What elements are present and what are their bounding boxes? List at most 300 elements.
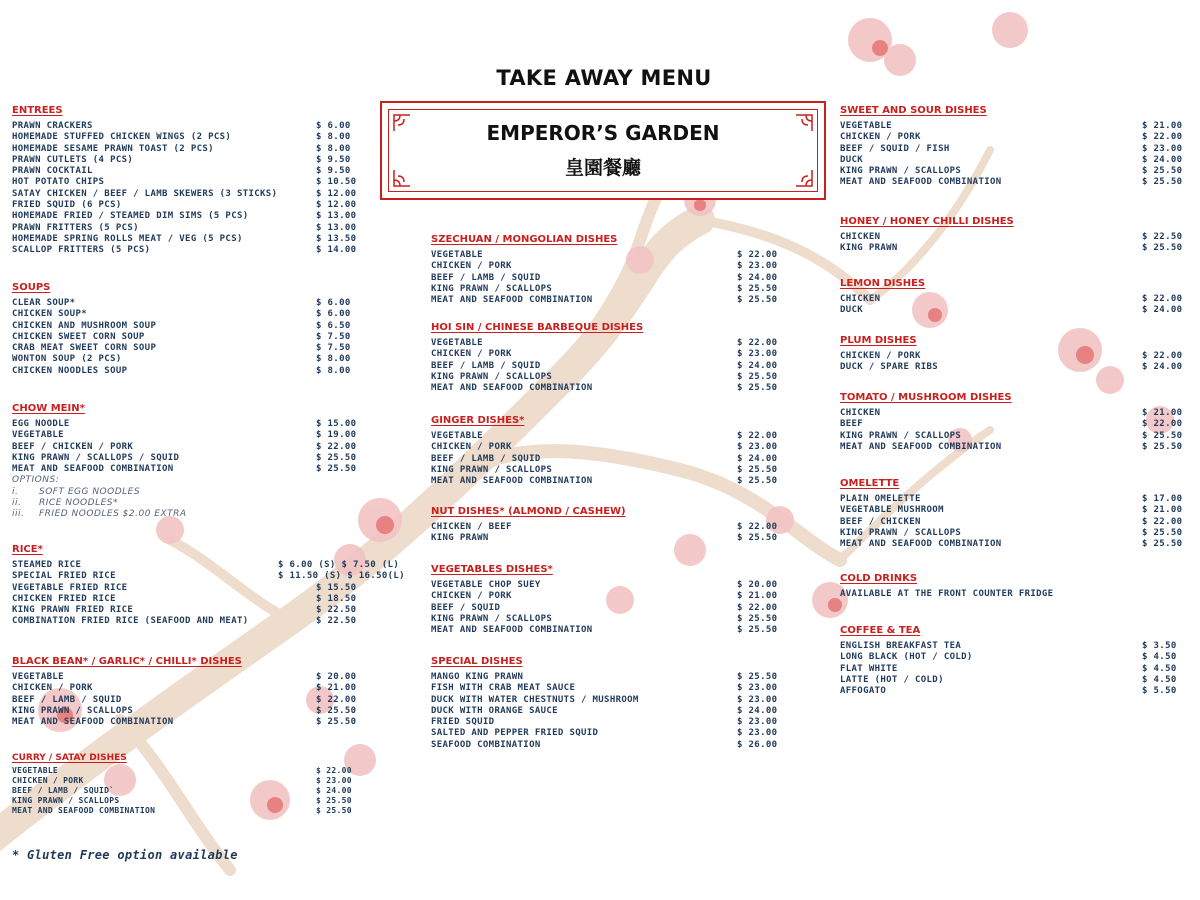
- menu-item-name: BEEF: [840, 419, 864, 430]
- menu-item-row: [840, 362, 1183, 373]
- menu-item-row: [12, 672, 357, 683]
- menu-item-name: MEAT AND SEAFOOD COMBINATION: [12, 806, 156, 815]
- menu-item-price: $ 21.00: [737, 591, 778, 602]
- menu-item-row: [12, 786, 352, 796]
- menu-item-row: [431, 464, 778, 476]
- menu-item-price: $ 15.50: [316, 582, 357, 593]
- menu-item-name: PRAWN FRITTERS (5 PCS): [12, 222, 139, 233]
- menu-item-row: [12, 222, 357, 234]
- menu-item-name: BEEF / LAMB / SQUID: [431, 360, 541, 371]
- menu-item-row: [12, 188, 357, 200]
- menu-item-row: [840, 121, 1183, 132]
- menu-item-row: [431, 383, 778, 394]
- menu-item-name: CHICKEN / PORK: [431, 349, 512, 360]
- menu-item-price: $ 22.00: [316, 766, 352, 775]
- menu-section-coffee-tea: [840, 624, 1177, 697]
- menu-item-row: [12, 132, 351, 143]
- menu-item-name: SALTED AND PEPPER FRIED SQUID: [431, 728, 599, 739]
- menu-item-price: $ 11.50 (S) $ 16.50(L): [278, 571, 405, 582]
- section-heading: SPECIAL DISHES: [431, 656, 523, 667]
- menu-item-name: COMBINATION FRIED RICE (SEAFOOD AND MEAT): [12, 616, 249, 627]
- restaurant-title-box: [380, 101, 826, 200]
- section-heading: BLACK BEAN* / GARLIC* / CHILLI* DISHES: [12, 656, 242, 667]
- menu-item-name: HOMEMADE SPRING ROLLS MEAT / VEG (5 PCS): [12, 233, 243, 244]
- menu-item-name: VEGETABLE: [12, 672, 64, 682]
- menu-item-price: $ 24.00: [737, 360, 778, 371]
- menu-item-row: [840, 294, 1183, 305]
- section-heading: LEMON DISHES: [840, 278, 926, 289]
- menu-item-name: MEAT AND SEAFOOD COMBINATION: [840, 441, 1002, 452]
- menu-section-entrees: [12, 104, 357, 257]
- menu-item-price: $ 12.00: [316, 200, 357, 211]
- menu-item-price: $ 4.50: [1142, 652, 1177, 663]
- menu-item-price: $ 23.00: [737, 349, 778, 360]
- menu-item-price: $ 23.00: [737, 728, 778, 739]
- menu-item-row: [431, 739, 778, 751]
- menu-item-price: $ 8.00: [316, 354, 351, 365]
- menu-item-row: [840, 154, 1183, 166]
- menu-section-special-dishes: [431, 655, 778, 751]
- menu-item-name: CHICKEN / PORK: [840, 351, 921, 361]
- restaurant-chinese-name: 皇園餐廳: [564, 157, 641, 179]
- menu-item-name: KING PRAWN / SCALLOPS: [431, 464, 553, 475]
- menu-item-row: [431, 349, 778, 360]
- menu-item-row: [12, 705, 357, 717]
- menu-item-row: [431, 453, 778, 465]
- menu-item-price: $ 8.00: [316, 132, 351, 143]
- menu-item-price: $ 25.50: [737, 533, 778, 544]
- menu-item-price: $ 22.00: [737, 431, 778, 441]
- gluten-free-note: * Gluten Free option available: [12, 848, 238, 862]
- menu-item-name: KING PRAWN / SCALLOPS: [840, 527, 962, 538]
- menu-item-name: MANGO KING PRAWN: [431, 672, 524, 682]
- menu-item-row: [840, 641, 1177, 652]
- menu-item-row: [431, 442, 778, 453]
- menu-item-price: $ 22.00: [1142, 132, 1183, 143]
- menu-item-name: KING PRAWN / SCALLOPS: [12, 796, 120, 805]
- menu-item-name: KING PRAWN / SCALLOPS: [840, 166, 962, 177]
- menu-item-row: [12, 464, 357, 475]
- menu-item-price: $ 23.00: [316, 776, 352, 785]
- section-info-text: AVAILABLE AT THE FRONT COUNTER FRIDGE: [840, 589, 1054, 599]
- menu-item-price: $ 6.00: [316, 298, 351, 308]
- menu-item-row: [12, 683, 357, 694]
- menu-item-row: [12, 694, 357, 706]
- menu-item-row: [431, 476, 778, 487]
- restaurant-name: EMPEROR’S GARDEN: [486, 121, 720, 145]
- menu-item-row: [840, 527, 1183, 539]
- menu-item-price: $ 23.00: [737, 683, 778, 694]
- menu-item-name: CHICKEN FRIED RICE: [12, 593, 116, 604]
- menu-item-name: LONG BLACK (HOT / COLD): [840, 652, 973, 663]
- menu-item-name: STEAMED RICE: [12, 560, 82, 570]
- menu-item-price: $ 25.50: [1142, 430, 1183, 441]
- menu-item-row: [840, 505, 1183, 516]
- menu-item-row: [840, 166, 1183, 177]
- menu-item-row: [12, 582, 357, 594]
- menu-item-name: CRAB MEAT SWEET CORN SOUP: [12, 343, 157, 354]
- options-label: OPTIONS:: [12, 475, 60, 486]
- menu-section-soups: [12, 281, 351, 377]
- menu-item-price: $ 22.50: [316, 605, 357, 616]
- menu-item-price: $ 25.50: [737, 383, 778, 394]
- menu-item-name: BEEF / LAMB / SQUID: [12, 694, 122, 705]
- menu-item-price: $ 18.50: [316, 593, 357, 604]
- menu-item-price: $ 23.00: [737, 442, 778, 453]
- menu-section-lemon-dishes: [840, 277, 1183, 317]
- menu-item-price: $ 20.00: [316, 672, 357, 682]
- menu-item-name: CHICKEN SOUP*: [12, 309, 87, 320]
- menu-item-name: BEEF / LAMB / SQUID: [431, 453, 541, 464]
- menu-item-name: VEGETABLE: [431, 338, 483, 348]
- menu-item-row: [12, 200, 357, 211]
- menu-item-name: VEGETABLE: [431, 431, 483, 441]
- menu-item-name: HOMEMADE SESAME PRAWN TOAST (2 PCS): [12, 143, 214, 154]
- menu-item-price: $ 14.00: [316, 245, 357, 256]
- menu-item-row: [431, 625, 778, 636]
- menu-item-price: $ 7.50: [316, 331, 351, 342]
- menu-item-price: $ 25.50: [316, 452, 357, 463]
- menu-item-row: [431, 683, 778, 694]
- section-heading: CHOW MEIN*: [12, 403, 85, 414]
- menu-section-szechuan-mongolian-dishes: [431, 233, 778, 306]
- menu-item-row: [431, 717, 778, 728]
- menu-item-price: $ 3.50: [1142, 641, 1177, 651]
- menu-item-row: [431, 283, 778, 295]
- menu-item-name: BEEF / SQUID: [431, 602, 501, 613]
- menu-item-price: $ 25.50: [1142, 243, 1183, 254]
- menu-item-name: MEAT AND SEAFOOD COMBINATION: [431, 383, 593, 394]
- menu-item-name: SCALLOP FRITTERS (5 PCS): [12, 245, 151, 256]
- menu-item-name: CHICKEN NOODLES SOUP: [12, 365, 128, 376]
- menu-item-row: [12, 354, 351, 365]
- menu-section-black-bean-garlic-chilli-dishes: [12, 655, 357, 728]
- section-heading: GINGER DISHES*: [431, 415, 525, 426]
- menu-section-tomato-mushroom-dishes: [840, 391, 1183, 453]
- menu-item-row: [840, 143, 1183, 155]
- menu-item-row: [431, 672, 778, 683]
- menu-item-name: PRAWN COCKTAIL: [12, 166, 93, 177]
- menu-item-name: DUCK / SPARE RIBS: [840, 362, 939, 373]
- menu-item-price: $ 23.00: [737, 694, 778, 705]
- menu-item-name: VEGETABLE: [840, 121, 892, 131]
- menu-item-price: $ 22.00: [1142, 294, 1183, 304]
- menu-item-price: $ 22.00: [1142, 419, 1183, 430]
- menu-item-name: MEAT AND SEAFOOD COMBINATION: [840, 177, 1002, 188]
- menu-item-name: DUCK WITH WATER CHESTNUTS / MUSHROOM: [431, 694, 639, 705]
- menu-item-price: $ 22.00: [316, 694, 357, 705]
- menu-item-row: [431, 522, 778, 533]
- menu-item-row: [12, 605, 357, 616]
- menu-item-row: [12, 717, 357, 728]
- menu-item-price: $ 26.00: [737, 739, 778, 750]
- menu-item-row: [12, 211, 357, 222]
- menu-item-price: $ 25.50: [316, 705, 357, 716]
- menu-item-name: KING PRAWN / SCALLOPS: [431, 283, 553, 294]
- menu-item-price: $ 9.50: [316, 166, 351, 177]
- menu-item-price: $ 8.00: [316, 143, 351, 154]
- menu-item-row: [431, 580, 778, 591]
- menu-item-row: [840, 177, 1183, 188]
- menu-item-name: CHICKEN SWEET CORN SOUP: [12, 331, 145, 342]
- menu-item-row: [840, 539, 1183, 550]
- menu-item-name: ENGLISH BREAKFAST TEA: [840, 641, 962, 651]
- menu-item-price: $ 13.50: [316, 233, 357, 244]
- menu-item-price: $ 12.00: [316, 188, 357, 199]
- menu-item-price: $ 24.00: [1142, 362, 1183, 373]
- menu-item-price: $ 24.00: [737, 705, 778, 716]
- menu-item-row: [840, 351, 1183, 362]
- menu-item-name: DUCK WITH ORANGE SAUCE: [431, 705, 558, 716]
- section-heading: COFFEE & TEA: [840, 625, 921, 636]
- menu-item-row: [840, 652, 1177, 663]
- menu-section-rice: [12, 543, 405, 628]
- menu-item-row: [431, 591, 778, 602]
- menu-item-name: HOT POTATO CHIPS: [12, 177, 105, 188]
- menu-item-name: CHICKEN / PORK: [840, 132, 921, 143]
- menu-item-price: $ 25.50: [737, 613, 778, 624]
- menu-item-price: $ 4.50: [1142, 663, 1177, 674]
- menu-item-price: $ 25.50: [316, 717, 357, 728]
- menu-item-row: [840, 132, 1183, 143]
- menu-item-name: BEEF / LAMB / SQUID`: [12, 786, 115, 795]
- menu-section-honey-honey-chilli-dishes: [840, 215, 1183, 255]
- menu-item-price: $ 5.50: [1142, 686, 1177, 697]
- section-heading: PLUM DISHES: [840, 335, 917, 346]
- section-heading: NUT DISHES* (ALMOND / CASHEW): [431, 506, 626, 517]
- menu-item-price: $ 24.00: [1142, 154, 1183, 165]
- menu-item-name: CHICKEN / PORK: [431, 261, 512, 272]
- menu-item-price: $ 24.00: [316, 786, 352, 795]
- menu-item-name: VEGETABLE: [12, 766, 59, 775]
- section-heading: COLD DRINKS: [840, 573, 918, 584]
- menu-item-row: [840, 243, 1183, 254]
- section-heading: VEGETABLES DISHES*: [431, 564, 553, 575]
- menu-item-row: [12, 233, 357, 245]
- noodle-option: [12, 498, 187, 509]
- menu-item-price: $ 6.00: [316, 309, 351, 320]
- menu-item-row: [12, 331, 351, 343]
- menu-item-price: $ 25.50: [1142, 527, 1183, 538]
- menu-item-name: VEGETABLE MUSHROOM: [840, 505, 944, 516]
- menu-section-sweet-and-sour-dishes: [840, 104, 1183, 189]
- menu-item-row: [12, 441, 357, 453]
- menu-item-name: DUCK: [840, 154, 864, 165]
- menu-item-price: $ 9.50: [316, 154, 351, 165]
- menu-item-row: [431, 250, 778, 261]
- menu-item-price: $ 23.00: [737, 717, 778, 728]
- menu-item-name: CHICKEN / PORK: [431, 442, 512, 453]
- menu-item-price: $ 25.50: [316, 806, 352, 815]
- menu-item-price: $ 24.00: [737, 453, 778, 464]
- menu-item-price: $ 10.50: [316, 177, 357, 188]
- menu-item-price: $ 22.00: [737, 522, 778, 532]
- menu-item-row: [12, 320, 351, 332]
- menu-item-row: [431, 431, 778, 442]
- menu-item-row: [12, 616, 357, 627]
- menu-section-plum-dishes: [840, 334, 1183, 374]
- menu-section-vegetables-dishes: [431, 563, 778, 636]
- menu-item-price: $ 15.00: [316, 419, 357, 429]
- menu-item-row: [840, 494, 1183, 505]
- menu-item-name: SEAFOOD COMBINATION: [431, 739, 541, 750]
- menu-item-price: $ 25.50: [316, 796, 352, 805]
- menu-item-price: $ 25.50: [737, 476, 778, 487]
- menu-item-price: $ 8.00: [316, 365, 351, 376]
- menu-item-price: $ 22.50: [316, 616, 357, 627]
- menu-item-row: [840, 674, 1177, 686]
- section-heading: CURRY / SATAY DISHES: [12, 753, 127, 763]
- menu-item-price: $ 25.50: [737, 625, 778, 636]
- menu-section-cold-drinks: [840, 572, 1053, 600]
- menu-item-name: HOMEMADE FRIED / STEAMED DIM SIMS (5 PCS): [12, 211, 249, 222]
- option-number: iii.: [12, 509, 25, 520]
- menu-item-name: CHICKEN: [840, 408, 881, 418]
- menu-item-name: CHICKEN / BEEF: [431, 522, 512, 532]
- menu-item-name: SPECIAL FRIED RICE: [12, 571, 116, 582]
- menu-item-price: $ 13.00: [316, 211, 357, 222]
- menu-item-price: $ 22.00: [316, 441, 357, 452]
- menu-item-name: VEGETABLE: [431, 250, 483, 260]
- menu-section-omelette: [840, 477, 1183, 550]
- menu-item-price: $ 25.50: [737, 672, 778, 682]
- menu-item-row: [12, 121, 351, 132]
- menu-item-name: KING PRAWN / SCALLOPS: [431, 371, 553, 382]
- menu-item-row: [431, 705, 778, 717]
- menu-item-name: CHICKEN / PORK: [12, 683, 93, 694]
- menu-item-price: $ 21.00: [1142, 408, 1183, 418]
- menu-item-price: $ 25.50: [316, 464, 357, 475]
- menu-item-row: [12, 154, 351, 166]
- option-text: FRIED NOODLES $2.00 EXTRA: [39, 509, 187, 520]
- menu-item-price: $ 4.50: [1142, 674, 1177, 685]
- section-heading: OMELETTE: [840, 478, 900, 489]
- menu-item-price: $ 25.50: [1142, 177, 1183, 188]
- menu-item-name: VEGETABLE: [12, 430, 64, 441]
- menu-item-price: $ 21.00: [1142, 121, 1183, 131]
- menu-item-price: $ 23.00: [737, 261, 778, 272]
- section-heading: TOMATO / MUSHROOM DISHES: [840, 392, 1012, 403]
- menu-item-name: KING PRAWN / SCALLOPS: [12, 705, 134, 716]
- menu-item-price: $ 25.50: [737, 295, 778, 306]
- menu-item-name: AFFOGATO: [840, 686, 887, 697]
- menu-item-price: $ 25.50: [737, 283, 778, 294]
- menu-item-price: $ 24.00: [737, 272, 778, 283]
- menu-item-name: BEEF / CHICKEN / PORK: [12, 441, 134, 452]
- menu-item-price: $ 22.50: [1142, 232, 1183, 242]
- menu-item-row: [840, 516, 1183, 528]
- menu-item-row: [12, 806, 352, 816]
- menu-item-price: $ 25.50: [1142, 539, 1183, 550]
- menu-item-name: MEAT AND SEAFOOD COMBINATION: [840, 539, 1002, 550]
- menu-item-name: PRAWN CRACKERS: [12, 121, 93, 131]
- menu-item-row: [431, 272, 778, 284]
- menu-item-row: [840, 441, 1183, 453]
- menu-item-row: [12, 766, 352, 776]
- noodle-option: [12, 487, 187, 498]
- menu-item-name: HOMEMADE STUFFED CHICKEN WINGS (2 PCS): [12, 132, 232, 143]
- menu-item-name: BEEF / LAMB / SQUID: [431, 272, 541, 283]
- menu-item-row: [840, 663, 1177, 675]
- section-heading: SZECHUAN / MONGOLIAN DISHES: [431, 234, 618, 245]
- menu-item-price: $ 25.50: [737, 464, 778, 475]
- section-heading: HONEY / HONEY CHILLI DISHES: [840, 216, 1014, 227]
- menu-item-row: [12, 430, 357, 441]
- menu-item-price: $ 6.50: [316, 320, 351, 331]
- menu-item-row: [12, 298, 351, 309]
- menu-item-name: FRIED SQUID: [431, 717, 495, 728]
- menu-item-price: $ 20.00: [737, 580, 778, 590]
- menu-item-name: MEAT AND SEAFOOD COMBINATION: [431, 476, 593, 487]
- menu-item-name: KING PRAWN / SCALLOPS / SQUID: [12, 452, 180, 463]
- menu-item-row: [840, 419, 1183, 430]
- menu-item-name: WONTON SOUP (2 PCS): [12, 354, 122, 365]
- menu-item-price: $ 25.50: [1142, 441, 1183, 452]
- option-number: ii.: [12, 498, 22, 509]
- menu-item-row: [840, 305, 1183, 316]
- menu-item-row: [840, 430, 1183, 442]
- menu-item-price: $ 25.50: [1142, 166, 1183, 177]
- menu-item-name: MEAT AND SEAFOOD COMBINATION: [12, 464, 174, 475]
- menu-item-name: CHICKEN: [840, 232, 881, 242]
- menu-item-name: SATAY CHICKEN / BEEF / LAMB SKEWERS (3 STICKS): [12, 188, 278, 199]
- menu-section-ginger-dishes: [431, 414, 778, 487]
- menu-item-name: CHICKEN / PORK: [431, 591, 512, 602]
- menu-item-row: [431, 613, 778, 625]
- menu-item-row: [431, 295, 778, 306]
- menu-item-name: EGG NOODLE: [12, 419, 70, 429]
- menu-item-price: $ 25.50: [737, 371, 778, 382]
- menu-item-row: [12, 166, 351, 177]
- menu-item-row: [431, 261, 778, 272]
- menu-item-name: FLAT WHITE: [840, 663, 898, 674]
- menu-item-name: KING PRAWN / SCALLOPS: [840, 430, 962, 441]
- menu-item-row: [431, 533, 778, 544]
- section-heading: ENTREES: [12, 105, 63, 116]
- menu-item-row: [12, 419, 357, 430]
- menu-item-name: DUCK: [840, 305, 864, 316]
- menu-item-name: FRIED SQUID (6 PCS): [12, 200, 122, 211]
- menu-item-name: VEGETABLE FRIED RICE: [12, 582, 128, 593]
- menu-item-row: [12, 452, 357, 464]
- menu-item-row: [840, 686, 1177, 697]
- menu-item-row: [840, 232, 1183, 243]
- menu-item-price: $ 6.00: [316, 121, 351, 131]
- menu-item-row: [12, 796, 352, 806]
- menu-item-row: [12, 365, 351, 377]
- menu-item-row: [12, 177, 357, 188]
- menu-item-name: KING PRAWN / SCALLOPS: [431, 613, 553, 624]
- menu-item-row: [431, 360, 778, 372]
- menu-item-name: MEAT AND SEAFOOD COMBINATION: [431, 295, 593, 306]
- menu-item-name: KING PRAWN FRIED RICE: [12, 605, 134, 616]
- menu-item-name: MEAT AND SEAFOOD COMBINATION: [431, 625, 593, 636]
- menu-item-price: $ 22.00: [737, 602, 778, 613]
- menu-item-name: CHICKEN / PORK: [12, 776, 84, 785]
- menu-item-price: $ 19.00: [316, 430, 357, 441]
- menu-item-row: [431, 602, 778, 614]
- section-heading: HOI SIN / CHINESE BARBEQUE DISHES: [431, 322, 644, 333]
- menu-item-row: [12, 143, 351, 155]
- menu-item-row: [12, 776, 352, 786]
- menu-item-row: [431, 728, 778, 739]
- option-text: SOFT EGG NOODLES: [39, 486, 141, 497]
- menu-item-name: KING PRAWN: [431, 533, 489, 544]
- menu-section-chow-mein: [12, 402, 357, 521]
- menu-item-price: $ 22.00: [1142, 516, 1183, 527]
- menu-item-name: LATTE (HOT / COLD): [840, 674, 944, 685]
- menu-item-row: [431, 694, 778, 706]
